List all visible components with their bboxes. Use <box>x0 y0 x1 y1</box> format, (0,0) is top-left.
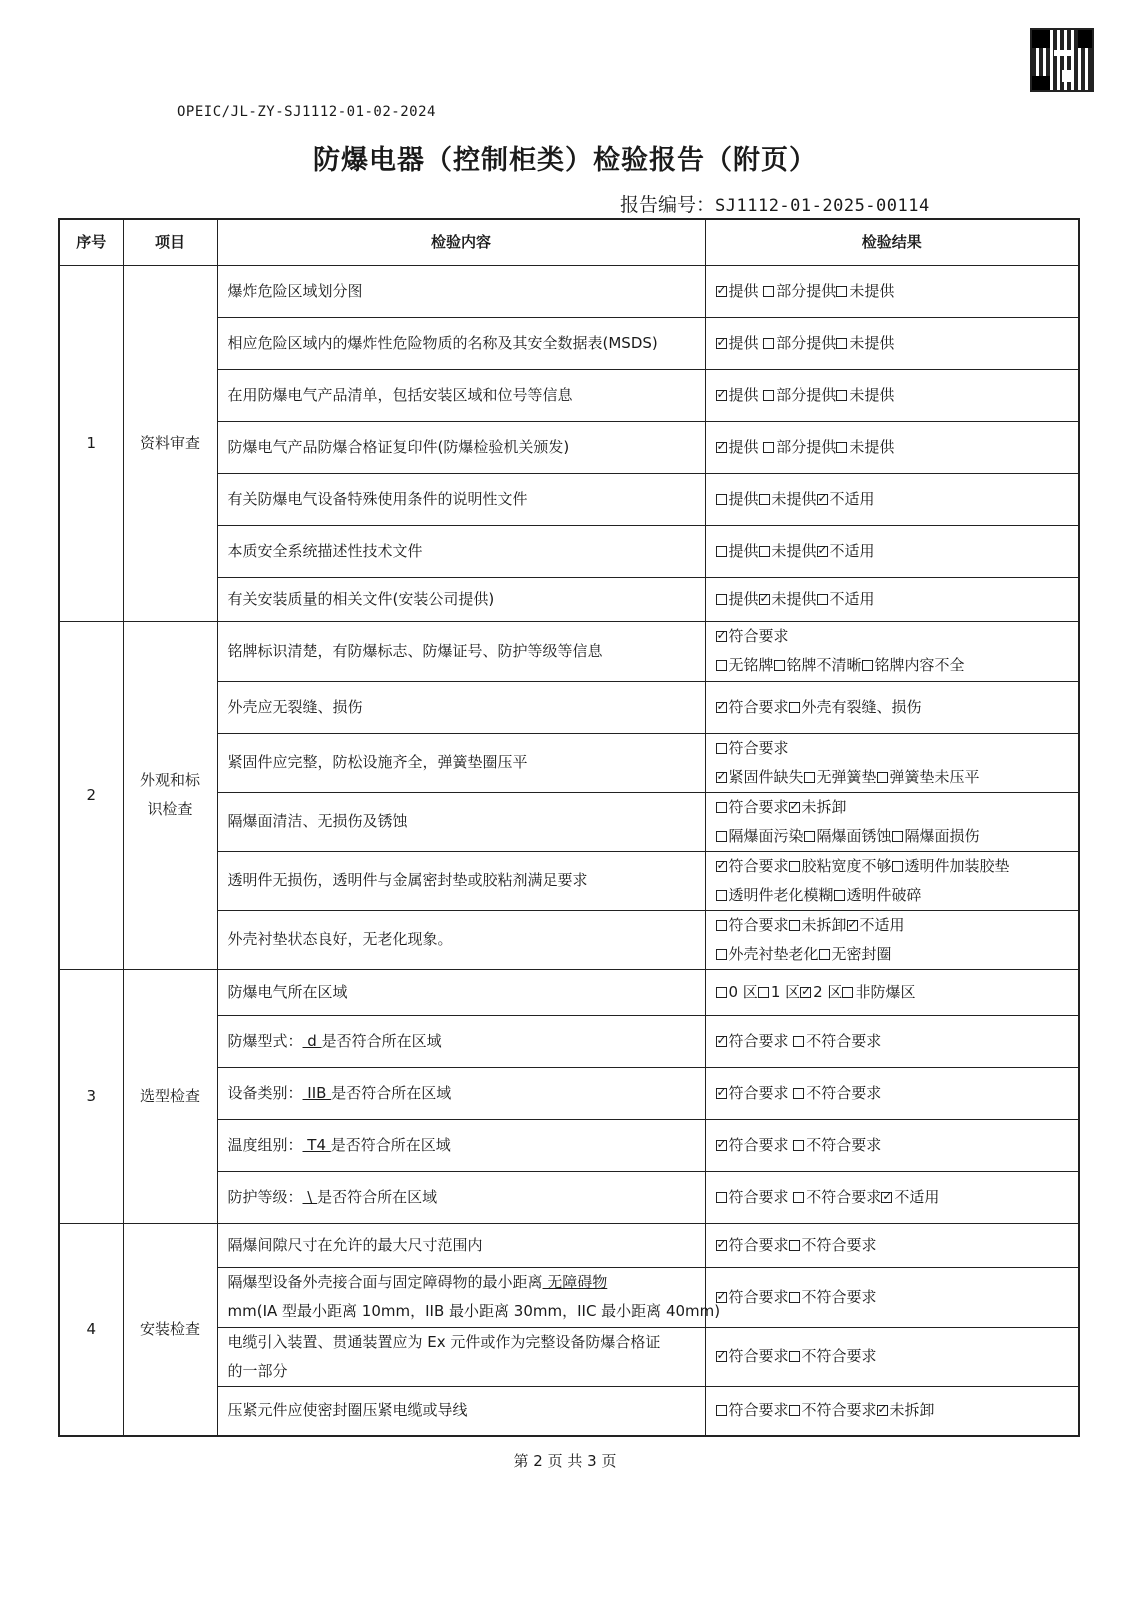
content-line: 铭牌标识清楚，有防爆标志、防爆证号、防护等级等信息 <box>227 641 603 660</box>
unchecked-box-icon <box>834 890 845 901</box>
inspection-result <box>705 1386 1079 1436</box>
table-body <box>59 265 1079 1436</box>
unchecked-box-icon <box>789 1405 800 1416</box>
result-line <box>716 693 1069 722</box>
result-option-label: 铭牌内容不全 <box>874 656 965 674</box>
result-line <box>716 911 1069 940</box>
content-suffix: 是否符合所在区域 <box>317 1187 438 1206</box>
result-option-label: 不符合要求 <box>801 1235 877 1254</box>
content-suffix: 是否符合所在区域 <box>330 1135 451 1154</box>
inspection-content <box>217 910 705 969</box>
header-seq: 序号 <box>59 219 123 265</box>
table-row <box>59 969 1079 1015</box>
result-option-label: 未提供 <box>849 437 895 456</box>
result-option-label: 隔爆面损伤 <box>904 826 980 845</box>
inspection-content <box>217 265 705 317</box>
inspection-result <box>705 792 1079 851</box>
result-line <box>716 433 1069 462</box>
unchecked-box-icon <box>817 594 828 605</box>
content-line: 在用防爆电气产品清单，包括安装区域和位号等信息 <box>227 385 573 404</box>
unchecked-box-icon <box>763 442 774 453</box>
unchecked-box-icon <box>804 772 815 783</box>
unchecked-box-icon <box>789 1240 800 1251</box>
content-fill-value: \ <box>302 1187 318 1206</box>
inspection-result <box>705 1223 1079 1267</box>
inspection-content <box>217 525 705 577</box>
result-line <box>716 1396 1069 1425</box>
result-option-label: 未拆卸 <box>801 915 847 934</box>
result-option-label: 不符合要求 <box>806 1083 882 1102</box>
inspection-result <box>705 910 1079 969</box>
unchecked-box-icon <box>716 949 727 960</box>
content-prefix: 设备类别： <box>227 1083 303 1102</box>
header-item: 项目 <box>123 219 217 265</box>
inspection-content <box>217 1015 705 1067</box>
content-line: 相应危险区域内的爆炸性危险物质的名称及其安全数据表(MSDS) <box>227 333 658 352</box>
inspection-content <box>217 681 705 733</box>
page-title: 防爆电器（控制柜类）检验报告（附页） <box>313 145 817 176</box>
result-option-label: 符合要求 <box>728 1235 789 1254</box>
result-option-label: 提供 <box>728 281 759 300</box>
content-line: 有关安装质量的相关文件(安装公司提供) <box>227 589 495 608</box>
result-line <box>716 881 1069 910</box>
result-option-label: 提供 <box>728 333 759 352</box>
result-line <box>716 1342 1069 1371</box>
unchecked-box-icon <box>716 594 727 605</box>
inspection-content <box>217 1267 721 1327</box>
result-option-label: 铭牌不清晰 <box>786 656 862 674</box>
inspection-content <box>217 369 705 421</box>
result-option-label: 外壳有裂缝、损伤 <box>801 697 922 716</box>
unchecked-box-icon <box>789 920 800 931</box>
content-prefix: 防护等级： <box>227 1187 303 1206</box>
inspection-result <box>705 317 1079 369</box>
inspection-result <box>705 851 1079 910</box>
inspection-result <box>705 1015 1079 1067</box>
content-prefix: 防爆型式： <box>227 1031 303 1050</box>
inspection-content <box>217 1386 705 1436</box>
unchecked-box-icon <box>716 494 727 505</box>
unchecked-box-icon <box>842 987 853 998</box>
inspection-result <box>705 1267 1079 1327</box>
inspection-result <box>705 969 1079 1015</box>
result-line <box>716 1283 1069 1312</box>
inspection-content <box>217 421 705 473</box>
unchecked-box-icon <box>763 390 774 401</box>
result-option-label: 不适用 <box>894 1187 940 1206</box>
result-option-label: 符合要求 <box>728 1083 789 1102</box>
inspection-content <box>217 317 705 369</box>
inspection-table <box>58 218 1080 1437</box>
result-option-label: 不适用 <box>859 915 905 934</box>
result-line <box>716 622 1069 651</box>
result-option-label: 2 区 <box>813 982 843 1001</box>
result-line <box>716 329 1069 358</box>
section-item <box>123 1223 217 1436</box>
result-option-label: 胶粘宽度不够 <box>801 856 892 875</box>
content-line <box>228 1268 695 1297</box>
inspection-content <box>217 792 705 851</box>
section-seq-text: 3 <box>86 1086 97 1105</box>
unchecked-box-icon <box>716 890 727 901</box>
result-line <box>716 651 1069 680</box>
result-option-label: 提供 <box>728 589 759 608</box>
result-option-label: 不符合要求 <box>801 1401 877 1420</box>
result-option-label: 不适用 <box>829 489 875 508</box>
inspection-content <box>217 733 705 792</box>
content-line: mm(IA 型最小距离 10mm，IIB 最小距离 30mm，IIC 最小距离 40mm) <box>227 1302 721 1320</box>
result-line <box>716 1027 1069 1056</box>
unchecked-box-icon <box>716 987 727 998</box>
result-option-label: 未提供 <box>771 589 817 608</box>
unchecked-box-icon <box>763 286 774 297</box>
content-line: 压紧元件应使密封圈压紧电缆或导线 <box>227 1401 468 1420</box>
checked-box-icon <box>881 1192 892 1203</box>
result-option-label: 未拆卸 <box>801 797 847 816</box>
document-number: OPEIC/JL-ZY-SJ1112-01-02-2024 <box>177 104 436 120</box>
result-option-label: 部分提供 <box>776 437 837 456</box>
content-line: 隔爆间隙尺寸在允许的最大尺寸范围内 <box>227 1235 483 1254</box>
checked-box-icon <box>716 1140 727 1151</box>
result-option-label: 符合要求 <box>728 627 789 645</box>
unchecked-box-icon <box>758 987 769 998</box>
inspection-content <box>217 1171 705 1223</box>
inspection-content <box>217 851 705 910</box>
section-item-text: 安装检查 <box>139 1319 200 1338</box>
result-option-label: 无密封圈 <box>831 944 892 963</box>
result-option-label: 非防爆区 <box>855 982 916 1001</box>
result-option-label: 提供 <box>728 385 759 404</box>
result-line <box>716 940 1069 969</box>
content-fill-value: 无障碍物 <box>542 1273 608 1291</box>
result-option-label: 符合要求 <box>728 797 789 816</box>
result-option-label: 不符合要求 <box>806 1135 882 1154</box>
result-line <box>716 978 1069 1007</box>
checked-box-icon <box>716 390 727 401</box>
unchecked-box-icon <box>763 338 774 349</box>
checked-box-icon <box>817 494 828 505</box>
inspection-result <box>705 473 1079 525</box>
checked-box-icon <box>716 442 727 453</box>
section-item <box>123 265 217 621</box>
inspection-content <box>217 1119 705 1171</box>
section-seq <box>59 621 123 969</box>
result-option-label: 不适用 <box>829 589 875 608</box>
content-suffix: 是否符合所在区域 <box>331 1083 452 1102</box>
section-item <box>123 969 217 1223</box>
checked-box-icon <box>716 1036 727 1047</box>
inspection-result <box>705 621 1079 681</box>
result-line <box>716 1183 1069 1212</box>
table-row <box>59 265 1079 317</box>
result-option-label: 提供 <box>728 489 759 508</box>
unchecked-box-icon <box>836 338 847 349</box>
checked-box-icon <box>789 802 800 813</box>
checked-box-icon <box>716 1240 727 1251</box>
checked-box-icon <box>877 1405 888 1416</box>
result-option-label: 符合要求 <box>728 1187 789 1206</box>
section-seq-text: 4 <box>86 1319 97 1338</box>
result-option-label: 符合要求 <box>728 697 789 716</box>
content-line: 爆炸危险区域划分图 <box>227 281 363 300</box>
checked-box-icon <box>716 772 727 783</box>
unchecked-box-icon <box>804 831 815 842</box>
content-line: 电缆引入装置、贯通装置应为 Ex 元件或作为完整设备防爆合格证 <box>227 1332 661 1351</box>
unchecked-box-icon <box>793 1036 804 1047</box>
content-line: 紧固件应完整，防松设施齐全，弹簧垫圈压平 <box>227 753 528 771</box>
result-line <box>716 381 1069 410</box>
section-item <box>123 621 217 969</box>
result-option-label: 无弹簧垫 <box>816 767 877 786</box>
result-option-label: 符合要求 <box>728 1135 789 1154</box>
result-line <box>716 822 1069 851</box>
result-option-label: 隔爆面锈蚀 <box>816 826 892 845</box>
content-prefix: 隔爆型设备外壳接合面与固定障碍物的最小距离 <box>227 1273 543 1291</box>
report-number-value: SJ1112-01-2025-00114 <box>715 196 930 216</box>
content-line: 透明件无损伤，透明件与金属密封垫或胶粘剂满足要求 <box>227 871 588 889</box>
result-option-label: 符合要求 <box>728 1031 789 1050</box>
unchecked-box-icon <box>793 1192 804 1203</box>
inspection-content <box>217 473 705 525</box>
unchecked-box-icon <box>836 390 847 401</box>
inspection-content <box>217 621 705 681</box>
checked-box-icon <box>759 594 770 605</box>
checked-box-icon <box>716 702 727 713</box>
unchecked-box-icon <box>793 1140 804 1151</box>
result-line <box>716 585 1069 614</box>
result-option-label: 部分提供 <box>776 281 837 300</box>
result-line <box>716 1231 1069 1260</box>
unchecked-box-icon <box>789 861 800 872</box>
content-line <box>228 1079 695 1108</box>
result-option-label: 外壳衬垫老化 <box>728 944 819 963</box>
result-line <box>716 763 1069 792</box>
result-option-label: 符合要求 <box>728 1347 789 1365</box>
result-option-label: 未提供 <box>849 333 895 352</box>
unchecked-box-icon <box>789 1292 800 1303</box>
result-option-label: 未拆卸 <box>889 1401 935 1420</box>
result-option-label: 紧固件缺失 <box>728 767 804 786</box>
inspection-result <box>705 421 1079 473</box>
section-seq <box>59 969 123 1223</box>
content-line: 防爆电气所在区域 <box>227 982 348 1001</box>
unchecked-box-icon <box>819 949 830 960</box>
result-option-label: 不符合要求 <box>801 1287 877 1306</box>
unchecked-box-icon <box>836 286 847 297</box>
result-option-label: 隔爆面污染 <box>728 826 804 845</box>
checked-box-icon <box>716 338 727 349</box>
result-option-label: 符合要求 <box>728 738 789 757</box>
unchecked-box-icon <box>789 1351 800 1362</box>
section-seq <box>59 1223 123 1436</box>
result-option-label: 提供 <box>728 437 759 456</box>
result-option-label: 符合要求 <box>728 1401 789 1420</box>
section-item-text: 外观和标 <box>139 771 200 789</box>
inspection-result <box>705 265 1079 317</box>
unchecked-box-icon <box>716 802 727 813</box>
header-result: 检验结果 <box>705 219 1079 265</box>
result-option-label: 透明件加装胶垫 <box>904 856 1010 875</box>
result-option-label: 提供 <box>728 541 759 560</box>
page-footer: 第 2 页 共 3 页 <box>513 1452 617 1470</box>
inspection-result <box>705 577 1079 621</box>
result-option-label: 符合要求 <box>728 1287 789 1306</box>
unchecked-box-icon <box>892 831 903 842</box>
result-option-label: 无铭牌 <box>728 656 774 674</box>
unchecked-box-icon <box>892 861 903 872</box>
section-seq <box>59 265 123 621</box>
report-number <box>620 190 930 217</box>
section-seq-text: 1 <box>86 433 97 452</box>
result-option-label: 未提供 <box>771 489 817 508</box>
content-line: 外壳衬垫状态良好，无老化现象。 <box>227 930 453 948</box>
inspection-result <box>705 369 1079 421</box>
content-line <box>228 1131 695 1160</box>
content-line <box>228 1027 695 1056</box>
section-item-text: 资料审查 <box>139 433 200 452</box>
header-content: 检验内容 <box>217 219 705 265</box>
unchecked-box-icon <box>716 546 727 557</box>
inspection-result <box>705 1327 1079 1386</box>
inspection-result <box>705 525 1079 577</box>
unchecked-box-icon <box>716 1192 727 1203</box>
unchecked-box-icon <box>877 772 888 783</box>
unchecked-box-icon <box>862 660 873 671</box>
result-option-label: 不符合要求 <box>806 1031 882 1050</box>
inspection-result <box>705 1067 1079 1119</box>
unchecked-box-icon <box>793 1088 804 1099</box>
result-line <box>716 1131 1069 1160</box>
result-option-label: 符合要求 <box>728 856 789 875</box>
result-option-label: 1 区 <box>770 982 801 1001</box>
table-header-row <box>59 219 1079 265</box>
inspection-result <box>705 733 1079 792</box>
content-fill-value: d <box>302 1031 322 1050</box>
content-line: 本质安全系统描述性技术文件 <box>227 541 423 560</box>
qr-code <box>1030 28 1094 92</box>
result-option-label: 透明件老化模糊 <box>728 885 834 904</box>
content-fill-value: IIB <box>302 1083 332 1102</box>
result-line <box>716 277 1069 306</box>
content-line: 的一部分 <box>227 1361 288 1380</box>
table-row <box>59 1223 1079 1267</box>
unchecked-box-icon <box>759 546 770 557</box>
result-line <box>716 537 1069 566</box>
inspection-result <box>705 1171 1079 1223</box>
content-suffix: 是否符合所在区域 <box>321 1031 442 1050</box>
result-option-label: 未提供 <box>849 281 895 300</box>
inspection-content <box>217 969 705 1015</box>
checked-box-icon <box>716 1351 727 1362</box>
result-option-label: 符合要求 <box>728 915 789 934</box>
inspection-content <box>217 1327 705 1386</box>
result-line <box>716 485 1069 514</box>
inspection-content <box>217 577 705 621</box>
table-row <box>59 621 1079 681</box>
checked-box-icon <box>716 631 727 642</box>
section-item-text: 识检查 <box>147 800 193 818</box>
unchecked-box-icon <box>716 743 727 754</box>
inspection-result <box>705 1119 1079 1171</box>
inspection-content <box>217 1223 705 1267</box>
content-line <box>228 1183 695 1212</box>
result-option-label: 0 区 <box>728 982 758 1001</box>
checked-box-icon <box>716 1292 727 1303</box>
result-option-label: 不符合要求 <box>801 1347 877 1365</box>
result-option-label: 弹簧垫未压平 <box>889 767 980 786</box>
unchecked-box-icon <box>789 702 800 713</box>
unchecked-box-icon <box>716 660 727 671</box>
checked-box-icon <box>800 987 811 998</box>
unchecked-box-icon <box>716 920 727 931</box>
inspection-result <box>705 681 1079 733</box>
unchecked-box-icon <box>759 494 770 505</box>
content-line: 外壳应无裂缝、损伤 <box>227 697 363 716</box>
content-prefix: 温度组别： <box>227 1135 303 1154</box>
section-seq-text: 2 <box>86 785 97 804</box>
result-option-label: 不符合要求 <box>806 1187 882 1206</box>
checked-box-icon <box>716 286 727 297</box>
result-option-label: 不适用 <box>829 541 875 560</box>
content-line: 防爆电气产品防爆合格证复印件(防爆检验机关颁发) <box>227 437 570 456</box>
result-line <box>716 852 1069 881</box>
unchecked-box-icon <box>716 831 727 842</box>
result-option-label: 未提供 <box>849 385 895 404</box>
checked-box-icon <box>847 920 858 931</box>
checked-box-icon <box>817 546 828 557</box>
result-option-label: 部分提供 <box>776 385 837 404</box>
content-fill-value: T4 <box>302 1135 331 1154</box>
unchecked-box-icon <box>716 1405 727 1416</box>
result-option-label: 透明件破碎 <box>846 885 922 904</box>
result-line <box>716 734 1069 763</box>
inspection-content <box>217 1067 705 1119</box>
checked-box-icon <box>716 861 727 872</box>
result-option-label: 部分提供 <box>776 333 837 352</box>
unchecked-box-icon <box>774 660 785 671</box>
checked-box-icon <box>716 1088 727 1099</box>
content-line: 有关防爆电气设备特殊使用条件的说明性文件 <box>227 489 528 508</box>
result-option-label: 未提供 <box>771 541 817 560</box>
unchecked-box-icon <box>836 442 847 453</box>
section-item-text: 选型检查 <box>139 1086 200 1105</box>
result-line <box>716 793 1069 822</box>
result-line <box>716 1079 1069 1108</box>
report-number-label: 报告编号： <box>620 194 716 216</box>
content-line: 隔爆面清洁、无损伤及锈蚀 <box>227 812 408 830</box>
